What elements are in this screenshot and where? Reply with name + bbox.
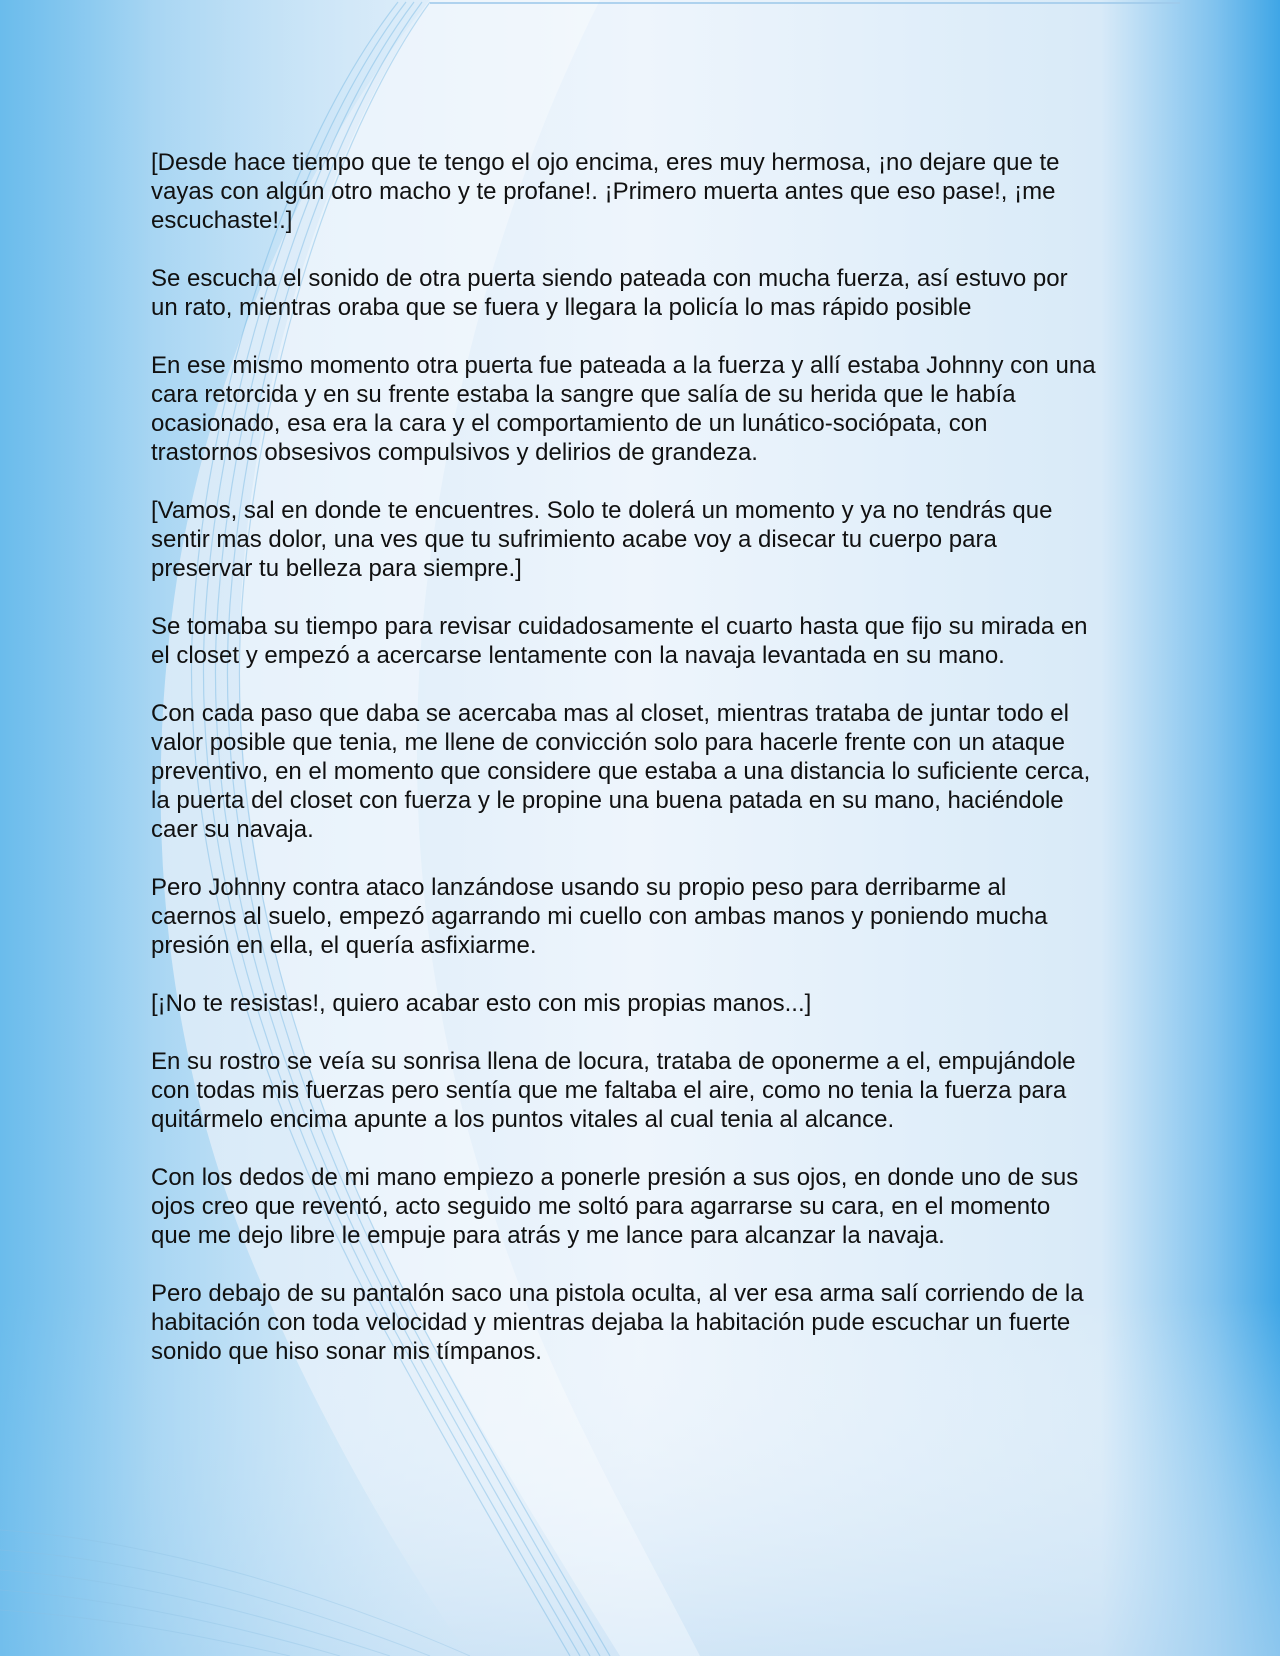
paragraph: Pero debajo de su pantalón saco una pistola oculta, al ver esa arma salí corriendo de la habitación con toda velocidad y mientras dejaba la habitación pude escuchar un fuerte sonido que hiso sonar mis tímpanos.: [151, 1280, 1084, 1365]
paragraph: Con los dedos de mi mano empiezo a ponerle presión a sus ojos, en donde uno de sus ojos creo que reventó, acto seguido me soltó para agarrarse su cara, en el momento que me dejo libre le empuje para atrás y me lance para alcanzar la navaja.: [151, 1164, 1079, 1249]
paragraph: [Desde hace tiempo que te tengo el ojo encima, eres muy hermosa, ¡no dejare que te vayas con algún otro macho y te profane!. ¡Primero muerta antes que eso pase!, ¡me escuchaste!.]: [151, 149, 1060, 234]
paragraph: Se tomaba su tiempo para revisar cuidadosamente el cuarto hasta que fijo su mirada en el closet y empezó a acercarse lentamente con la navaja levantada en su mano.: [151, 613, 1088, 669]
paragraph: Pero Johnny contra ataco lanzándose usando su propio peso para derribarme al caernos al suelo, empezó agarrando mi cuello con ambas manos y poniendo mucha presión en ella, el quería asfixiarme.: [151, 874, 1048, 959]
document-body: [151, 148, 1096, 1395]
paragraph: En su rostro se veía su sonrisa llena de locura, trataba de oponerme a el, empujándole con todas mis fuerzas pero sentía que me faltaba el aire, como no tenia la fuerza para quitármelo encima apunte a los puntos vitales al cual tenia al alcance.: [151, 1048, 1076, 1133]
paragraph: [¡No te resistas!, quiero acabar esto con mis propias manos...]: [151, 990, 812, 1017]
paragraph: [Vamos, sal en donde te encuentres. Solo te dolerá un momento y ya no tendrás que sentir mas dolor, una ves que tu sufrimiento acabe voy a disecar tu cuerpo para preservar tu belleza para siempre.]: [151, 497, 1053, 582]
paragraph: Se escucha el sonido de otra puerta siendo pateada con mucha fuerza, así estuvo por un rato, mientras oraba que se fuera y llegara la policía lo mas rápido posible: [151, 265, 1068, 321]
paragraph: En ese mismo momento otra puerta fue pateada a la fuerza y allí estaba Johnny con una cara retorcida y en su frente estaba la sangre que salía de su herida que le había ocasionado, esa era la cara y el comportamiento de un lunático-sociópata, con trastornos obsesivos compulsivos y delirios de grandeza.: [151, 352, 1096, 466]
paragraph: Con cada paso que daba se acercaba mas al closet, mientras trataba de juntar todo el valor posible que tenia, me llene de convicción solo para hacerle frente con un ataque preventivo, en el momento que considere que estaba a una distancia lo suficiente cerca, la puerta del closet con fuerza y le propine una buena patada en su mano, haciéndole caer su navaja.: [151, 700, 1091, 843]
